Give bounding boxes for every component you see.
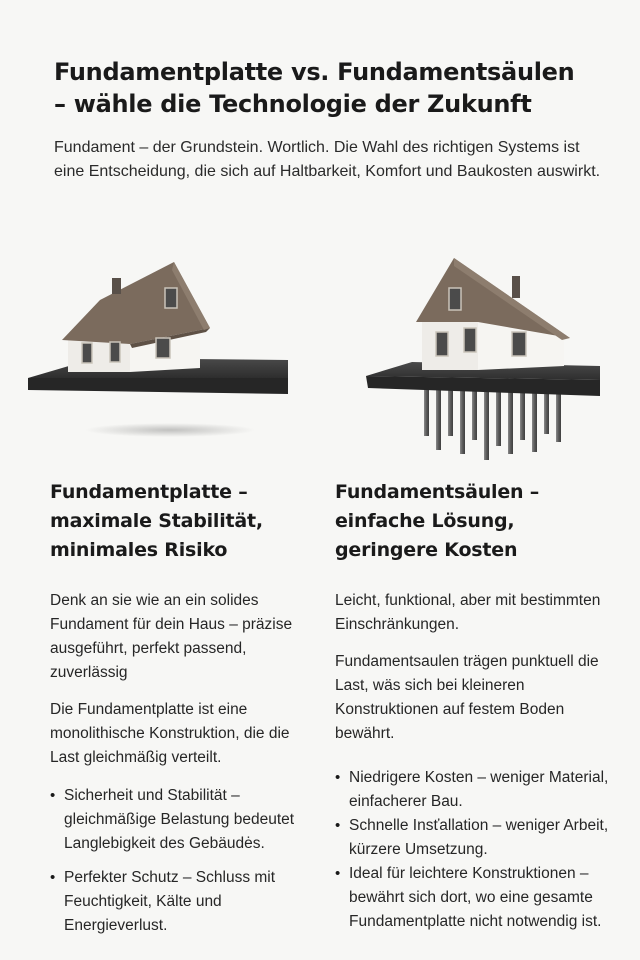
pillars-column [335, 478, 620, 934]
pillars-bullet-list [335, 766, 620, 934]
list-item: • Ideal für leichtere Konstruktionen – bewährt sich dort, wo eine gesamte Fundamentplatte nicht notwendig ist. [335, 862, 620, 934]
slab-title-line-2: maximale Stabilität, [50, 510, 263, 532]
house-on-pillars-icon [358, 248, 608, 478]
slab-paragraph-1: Denk an sie wie an ein solides Fundament für dein Haus – präzise ausgeführt, perfekt passend, zuverlässig [50, 592, 293, 681]
pillars-title-line-1: Fundamentsäulen – [335, 481, 540, 503]
house-on-pillars-illustration [358, 248, 608, 478]
pillars-title-line-2: einfache Lösung, [335, 510, 515, 532]
list-item: • Niedrigere Kosten – weniger Material, einfacherer Bau. [335, 766, 620, 814]
slab-column-title [50, 478, 310, 565]
pillars-column-title [335, 478, 620, 565]
list-item: • Perfekter Schutz – Schluss mit Feuchtigkeit, Kälte und Energieverlust. [50, 866, 310, 938]
page-title-line-1: Fundamentplatte vs. Fundamentsäulen [54, 58, 575, 86]
list-item: • Schnelle Insťallation – weniger Arbeit, kürzere Umsetzung. [335, 814, 620, 862]
pillars-paragraph-1: Leicht, funktional, aber mit bestimmten Einschränkungen. [335, 592, 601, 633]
house-on-slab-icon [20, 248, 300, 448]
pillars-paragraph-2: Fundamentsaulen trägen punktuell die Last, wäs sich bei kleineren Konstruktionen auf festem Boden bewährt. [335, 653, 599, 742]
pillars-title-line-3: geringere Kosten [335, 539, 518, 561]
list-item: • Sicherheit und Stabilität – gleichmäßige Belastung bedeutet Langlebigkeit des Gebäudės. [50, 784, 310, 856]
intro-text: Fundament – der Grundstein. Wortlich. Die Wahl des richtigen Systems ist eine Entscheidung, die sich auf Haltbarkeit, Komfort und Baukosten auswirkt. [54, 139, 601, 180]
slab-bullet-list [50, 784, 310, 938]
slab-title-line-1: Fundamentplatte – [50, 481, 248, 503]
slab-column [50, 478, 310, 948]
page-title [54, 56, 614, 120]
house-on-slab-illustration [20, 248, 300, 448]
slab-paragraph-2: Die Fundamentplatte ist eine monolithische Konstruktion, die die Last gleichmäßig verteilt. [50, 701, 290, 766]
header [54, 56, 614, 184]
slab-title-line-3: minimales Risiko [50, 539, 228, 561]
page-title-line-2: – wähle die Technologie der Zukunft [54, 90, 532, 118]
